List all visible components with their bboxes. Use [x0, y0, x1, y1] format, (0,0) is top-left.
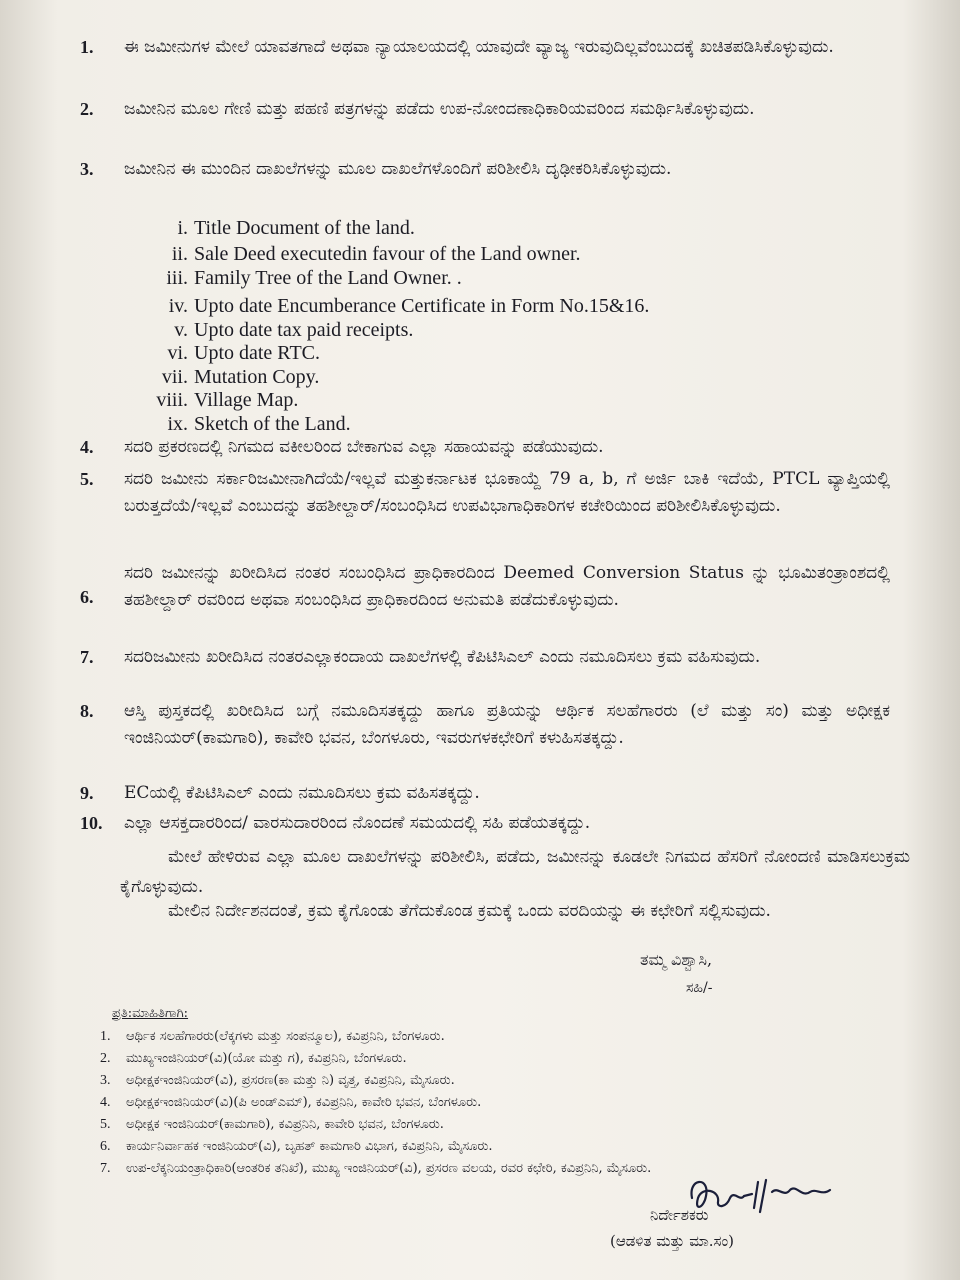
copy-to-number: 2. — [100, 1051, 111, 1066]
list-item — [80, 644, 890, 671]
list-item — [80, 434, 890, 461]
sub-item-number: ii. — [171, 243, 188, 265]
copy-to-item — [100, 1136, 900, 1158]
sub-item-text: Village Map. — [194, 389, 299, 411]
item-text: ಸದರಿ ಜಮೀನನ್ನು ಖರೀದಿಸಿದ ನಂತರ ಸಂಬಂಧಿಸಿದ ಪ್ರಾಧಿಕಾರದಿಂದ Deemed Conversion Status ನ್ನು ಭೂಮಿತಂತ್ರಾಂಶದಲ್ಲಿ ತಹಶೀಲ್ದಾರ್ ರವರಿಂದ ಅಥವಾ ಸಂಬಂಧಿಸಿದ ಪ್ರಾಧಿಕಾರದಿಂದ ಅನುಮತಿ ಪಡೆದುಕೊಳ್ಳುವುದು. — [124, 563, 890, 610]
item-number: 4. — [80, 437, 94, 457]
list-item — [80, 698, 890, 752]
copy-to-heading: ಪ್ರತಿ:ಮಾಹಿತಿಗಾಗಿ: — [112, 1006, 189, 1021]
item-number: 6. — [80, 587, 94, 607]
sub-list-item — [130, 216, 830, 240]
sub-list-item — [130, 318, 830, 342]
sub-item-text: Title Document of the land. — [194, 217, 415, 239]
sub-list-item — [130, 266, 830, 290]
sub-item-text: Mutation Copy. — [194, 366, 320, 388]
item-number: 10. — [80, 813, 103, 833]
copy-to-number: 7. — [100, 1161, 111, 1176]
copy-to-item — [100, 1026, 900, 1048]
item-number: 9. — [80, 783, 94, 803]
sub-item-text: Sketch of the Land. — [194, 413, 351, 435]
item-text: ಸದರಿ ಜಮೀನು ಸರ್ಕಾರಿಜಮೀನಾಗಿದೆಯೆ/ಇಲ್ಲವೆ ಮತ್ತುಕರ್ನಾಟಕ ಭೂಕಾಯ್ದೆ 79 a, b, ಗೆ ಅರ್ಜಿ ಬಾಕಿ ಇದೆಯೆ, PTCL ವ್ಯಾಪ್ತಿಯಲ್ಲಿ ಬರುತ್ತದೆಯೆ/ಇಲ್ಲವೆ ಎಂಬುದನ್ನು ತಹಶೀಲ್ದಾರ್/ಸಂಬಂಧಿಸಿದ ಉಪವಿಭಾಗಾಧಿಕಾರಿಗಳ ಕಚೇರಿಯಿಂದ ಪರಿಶೀಲಿಸಿಕೊಳ್ಳುವುದು. — [124, 469, 890, 516]
list-item — [80, 780, 890, 807]
item-number: 5. — [80, 469, 94, 489]
sub-item-text: Upto date tax paid receipts. — [194, 319, 414, 341]
sub-item-text: Family Tree of the Land Owner. . — [194, 267, 462, 289]
sub-item-text: Upto date RTC. — [194, 342, 321, 364]
sub-item-number: ix. — [167, 413, 188, 435]
sub-item-number: vi. — [167, 342, 188, 364]
sub-list-item — [130, 341, 830, 365]
copy-to-number: 5. — [100, 1117, 111, 1132]
sub-item-number: viii. — [156, 389, 188, 411]
item-number: 3. — [80, 159, 94, 179]
closing-paragraph: ಮೇಲೆ ಹೇಳಿರುವ ಎಲ್ಲಾ ಮೂಲ ದಾಖಲೆಗಳನ್ನು ಪರಿಶೀಲಿಸಿ, ಪಡೆದು, ಜಮೀನನ್ನು ಕೂಡಲೇ ನಿಗಮದ ಹೆಸರಿಗೆ ನೋಂದಣಿ ಮಾಡಿಸಲುಕ್ರಮ ಕೈಗೊಳ್ಳುವುದು. — [120, 847, 910, 897]
copy-to-number: 4. — [100, 1095, 111, 1110]
item-text: ಆಸ್ತಿ ಪುಸ್ತಕದಲ್ಲಿ ಖರೀದಿಸಿದ ಬಗ್ಗೆ ನಮೂದಿಸತಕ್ಕದ್ದು ಹಾಗೂ ಪ್ರತಿಯನ್ನು ಆರ್ಥಿಕ ಸಲಹೆಗಾರರು (ಲೆ ಮತ್ತು ಸಂ) ಮತ್ತು ಅಧೀಕ್ಷಕ ಇಂಜಿನಿಯರ್(ಕಾಮಗಾರಿ), ಕಾವೇರಿ ಭವನ, ಬೆಂಗಳೂರು, ಇವರುಗಳಕಛೇರಿಗೆ ಕಳುಹಿಸತಕ್ಕದ್ದು. — [124, 701, 890, 748]
signed-marker: ಸಹಿ/- — [686, 980, 713, 996]
signatory-title: ನಿರ್ದೇಶಕರು — [650, 1206, 709, 1224]
copy-to-list — [100, 1026, 900, 1180]
signatory-subtitle: (ಆಡಳಿತ ಮತ್ತು ಮಾ.ಸಂ) — [610, 1232, 735, 1250]
copy-to-text: ಅಧೀಕ್ಷಕ ಇಂಜಿನಿಯರ್(ಕಾಮಗಾರಿ), ಕವಿಪ್ರನಿನಿ, ಕಾವೇರಿ ಭವನ, ಬೆಂಗಳೂರು. — [126, 1117, 444, 1132]
copy-to-text: ಕಾರ್ಯನಿರ್ವಾಹಕ ಇಂಜಿನಿಯರ್(ವಿ), ಬೃಹತ್ ಕಾಮಗಾರಿ ವಿಭಾಗ, ಕವಿಪ್ರನಿನಿ, ಮೈಸೂರು. — [126, 1139, 493, 1154]
list-item — [80, 560, 890, 614]
item-text: ಜಮೀನಿನ ಮೂಲ ಗೇಣಿ ಮತ್ತು ಪಹಣಿ ಪತ್ರಗಳನ್ನು ಪಡೆದು ಉಪ-ನೋಂದಣಾಧಿಕಾರಿಯವರಿಂದ ಸಮರ್ಥಿಸಿಕೊಳ್ಳುವುದು. — [124, 99, 755, 119]
list-item — [80, 466, 890, 520]
copy-to-text: ಆರ್ಥಿಕ ಸಲಹೆಗಾರರು(ಲೆಕ್ಕಗಳು ಮತ್ತು ಸಂಪನ್ಮೂಲ), ಕವಿಪ್ರನಿನಿ, ಬೆಂಗಳೂರು. — [126, 1029, 445, 1044]
copy-to-number: 3. — [100, 1073, 111, 1088]
list-item — [80, 156, 890, 183]
copy-to-text: ಅಧೀಕ್ಷಕಇಂಜಿನಿಯರ್(ವಿ), ಪ್ರಸರಣ(ಕಾ ಮತ್ತು ನಿ) ವೃತ್ತ, ಕವಿಪ್ರನಿನಿ, ಮೈಸೂರು. — [126, 1073, 455, 1088]
sub-list-item — [130, 365, 830, 389]
copy-to-text: ಮುಖ್ಯಇಂಜಿನಿಯರ್(ವಿ)(ಯೋ ಮತ್ತು ಗ), ಕವಿಪ್ರನಿನಿ, ಬೆಂಗಳೂರು. — [126, 1051, 407, 1066]
item-text: ಸದರಿ ಪ್ರಕರಣದಲ್ಲಿ ನಿಗಮದ ವಕೀಲರಿಂದ ಬೇಕಾಗುವ ಎಲ್ಲಾ ಸಹಾಯವನ್ನು ಪಡೆಯುವುದು. — [124, 437, 604, 457]
copy-to-text: ಉಪ-ಲೆಕ್ಕನಿಯಂತ್ರಾಧಿಕಾರಿ(ಆಂತರಿಕ ತನಿಖೆ), ಮುಖ್ಯ ಇಂಜಿನಿಯರ್(ವಿ), ಪ್ರಸರಣ ವಲಯ, ರವರ ಕಛೇರಿ, ಕವಿಪ್ರನಿನಿ, ಮೈಸೂರು. — [126, 1161, 652, 1176]
sub-item-text: Upto date Encumberance Certificate in Form No.15&16. — [194, 295, 650, 317]
yours-faithfully: ತಮ್ಮ ವಿಶ್ವಾಸಿ, — [640, 950, 713, 969]
copy-to-item — [100, 1114, 900, 1136]
list-item — [80, 810, 890, 837]
sub-item-number: iii. — [166, 267, 188, 289]
sub-item-number: iv. — [168, 295, 188, 317]
sub-list-item — [130, 388, 830, 412]
sub-list-item — [130, 294, 830, 318]
item-text: ಈ ಜಮೀನುಗಳ ಮೇಲೆ ಯಾವತಗಾದೆ ಅಥವಾ ನ್ಯಾಯಾಲಯದಲ್ಲಿ ಯಾವುದೇ ವ್ಯಾಜ್ಯ ಇರುವುದಿಲ್ಲವೆಂಬುದಕ್ಕೆ ಖಚಿತಪಡಿಸಿಕೊಳ್ಳುವುದು. — [124, 37, 834, 57]
sub-list-item — [130, 412, 830, 436]
sub-item-number: vii. — [161, 366, 188, 388]
copy-to-number: 1. — [100, 1029, 111, 1044]
item-text: ಎಲ್ಲಾ ಆಸಕ್ತದಾರರಿಂದ/ ವಾರಸುದಾರರಿಂದ ನೊಂದಣೆ ಸಮಯದಲ್ಲಿ ಸಹಿ ಪಡೆಯತಕ್ಕದ್ದು. — [124, 813, 591, 833]
copy-to-item — [100, 1092, 900, 1114]
sub-list-item — [130, 242, 830, 266]
item-number: 7. — [80, 647, 94, 667]
copy-to-text: ಅಧೀಕ್ಷಕಇಂಜಿನಿಯರ್(ವಿ)(ಪಿ ಅಂಡ್ಎಮ್), ಕವಿಪ್ರನಿನಿ, ಕಾವೇರಿ ಭವನ, ಬೆಂಗಳೂರು. — [126, 1095, 482, 1110]
item-number: 8. — [80, 701, 94, 721]
copy-to-item — [100, 1048, 900, 1070]
sub-item-number: v. — [174, 319, 188, 341]
sub-item-number: i. — [177, 217, 188, 239]
item-text: ಜಮೀನಿನ ಈ ಮುಂದಿನ ದಾಖಲೆಗಳನ್ನು ಮೂಲ ದಾಖಲೆಗಳೊಂದಿಗೆ ಪರಿಶೀಲಿಸಿ ದೃಢೀಕರಿಸಿಕೊಳ್ಳುವುದು. — [124, 159, 672, 179]
item-number: 1. — [80, 37, 94, 57]
item-text: ECಯಲ್ಲಿ ಕೆಪಿಟಿಸಿಎಲ್ ಎಂದು ನಮೂದಿಸಲು ಕ್ರಮ ವಹಿಸತಕ್ಕದ್ದು. — [124, 783, 480, 803]
sub-item-text: Sale Deed executedin favour of the Land owner. — [194, 243, 581, 265]
closing-paragraph: ಮೇಲಿನ ನಿರ್ದೇಶನದಂತೆ, ಕ್ರಮ ಕೈಗೊಂಡು ತೆಗೆದುಕೊಂಡ ಕ್ರಮಕ್ಕೆ ಒಂದು ವರದಿಯನ್ನು ಈ ಕಛೇರಿಗೆ ಸಲ್ಲಿಸುವುದು. — [168, 901, 771, 921]
copy-to-number: 6. — [100, 1139, 111, 1154]
list-item — [80, 96, 890, 123]
item-number: 2. — [80, 99, 94, 119]
item-text: ಸದರಿಜಮೀನು ಖರೀದಿಸಿದ ನಂತರಎಲ್ಲಾಕಂದಾಯ ದಾಖಲೆಗಳಲ್ಲಿ ಕೆಪಿಟಿಸಿಎಲ್ ಎಂದು ನಮೂದಿಸಲು ಕ್ರಮ ವಹಿಸುವುದು. — [124, 647, 761, 667]
list-item — [80, 34, 890, 61]
copy-to-item — [100, 1070, 900, 1092]
